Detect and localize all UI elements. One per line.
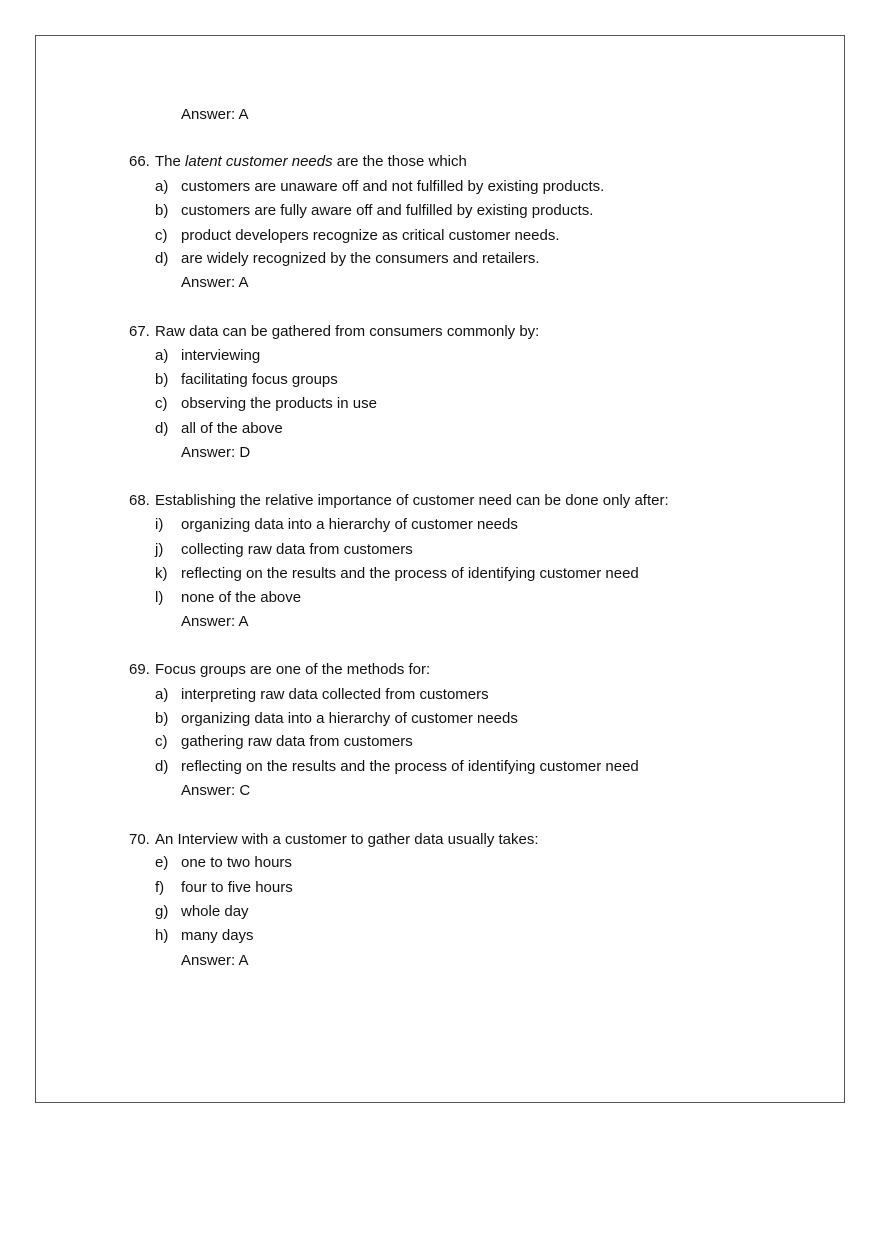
option-label: i) (155, 516, 164, 533)
question-number: 67. (129, 323, 150, 340)
option-label: d) (155, 758, 169, 775)
question-text: The latent customer needs are the those which (155, 153, 467, 170)
option-text: organizing data into a hierarchy of customer needs (181, 710, 518, 727)
answer: Answer: D (181, 444, 251, 461)
option-label: c) (155, 733, 168, 750)
option-label: a) (155, 347, 169, 364)
option-text: collecting raw data from customers (181, 541, 413, 558)
question-emphasis: latent customer needs (185, 153, 333, 170)
question-number: 69. (129, 661, 150, 678)
option-text: reflecting on the results and the process of identifying customer need (181, 758, 639, 775)
option-label: k) (155, 565, 168, 582)
answer: Answer: A (181, 613, 249, 630)
option-text: facilitating focus groups (181, 371, 338, 388)
option-label: f) (155, 879, 165, 896)
option-text: observing the products in use (181, 395, 377, 412)
question-text: Focus groups are one of the methods for: (155, 661, 431, 678)
previous-answer: Answer: A (181, 106, 249, 123)
option-label: a) (155, 178, 169, 195)
option-text: customers are fully aware off and fulfilled by existing products. (181, 202, 594, 219)
option-text: interpreting raw data collected from customers (181, 686, 489, 703)
question-text: Raw data can be gathered from consumers commonly by: (155, 323, 540, 340)
option-text: four to five hours (181, 879, 293, 896)
option-label: e) (155, 854, 169, 871)
option-label: c) (155, 395, 168, 412)
option-text: one to two hours (181, 854, 292, 871)
option-label: c) (155, 227, 168, 244)
option-text: whole day (181, 903, 249, 920)
option-text: product developers recognize as critical customer needs. (181, 227, 560, 244)
option-text: many days (181, 927, 254, 944)
option-label: b) (155, 202, 169, 219)
question-text: An Interview with a customer to gather data usually takes: (155, 831, 539, 848)
option-label: l) (155, 589, 164, 606)
option-text: gathering raw data from customers (181, 733, 413, 750)
option-label: h) (155, 927, 169, 944)
question-number: 70. (129, 831, 150, 848)
option-label: a) (155, 686, 169, 703)
option-text: are widely recognized by the consumers and retailers. (181, 250, 540, 267)
option-text: organizing data into a hierarchy of customer needs (181, 516, 518, 533)
option-label: d) (155, 250, 169, 267)
option-label: d) (155, 420, 169, 437)
option-text: interviewing (181, 347, 261, 364)
question-text: Establishing the relative importance of customer need can be done only after: (155, 492, 669, 509)
option-label: j) (155, 541, 164, 558)
question-number: 66. (129, 153, 150, 170)
answer: Answer: C (181, 782, 251, 799)
option-text: none of the above (181, 589, 302, 606)
question-number: 68. (129, 492, 150, 509)
option-text: customers are unaware off and not fulfilled by existing products. (181, 178, 605, 195)
option-label: b) (155, 371, 169, 388)
answer: Answer: A (181, 952, 249, 969)
option-label: b) (155, 710, 169, 727)
option-text: reflecting on the results and the process of identifying customer need (181, 565, 639, 582)
option-text: all of the above (181, 420, 283, 437)
answer: Answer: A (181, 274, 249, 291)
option-label: g) (155, 903, 169, 920)
